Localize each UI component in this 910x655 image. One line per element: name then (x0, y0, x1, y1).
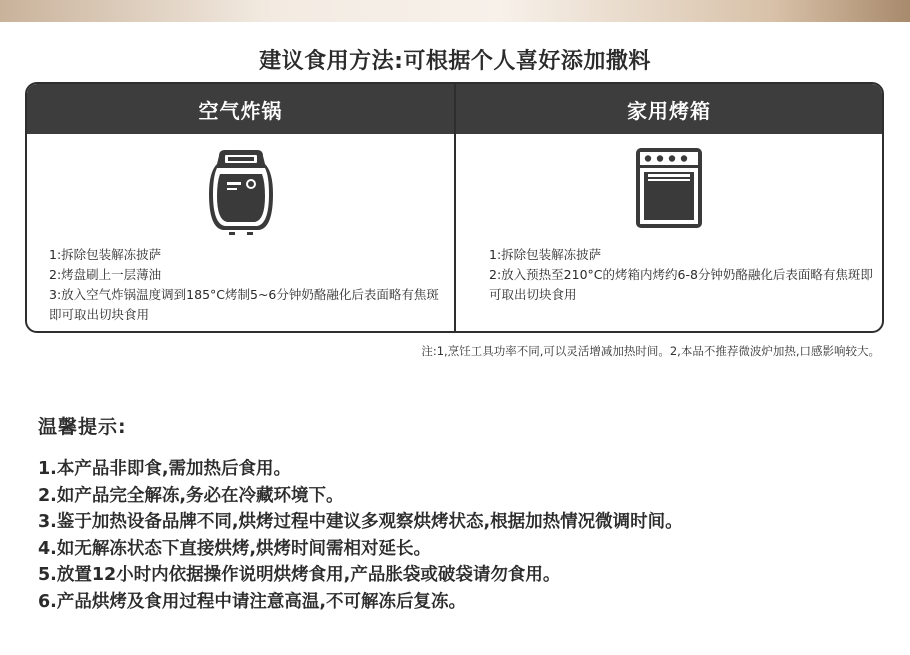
step-item: 2:放入预热至210°C的烤箱内烤约6-8分钟奶酪融化后表面略有焦斑即可取出切块食用 (489, 267, 873, 302)
air-fryer-header: 空气炸锅 (27, 84, 454, 134)
step-item: 1:拆除包装解冻披萨 (489, 247, 602, 262)
top-banner-photo-strip (0, 0, 910, 22)
oven-steps (489, 245, 884, 305)
footnote: 注:1,烹饪工具功率不同,可以灵活增减加热时间。2,本品不推荐微波炉加热,口感影响较大。 (421, 344, 880, 358)
list-item: 6.产品烘烤及食用过程中请注意高温,不可解冻后复冻。 (38, 591, 466, 612)
cooking-methods-table (25, 82, 884, 333)
list-item: 1.本产品非即食,需加热后食用。 (38, 459, 291, 479)
tips-list (38, 456, 683, 615)
step-item: 1:拆除包装解冻披萨 (49, 247, 162, 262)
air-fryer-column (27, 84, 454, 331)
oven-icon (634, 146, 704, 230)
air-fryer-icon (205, 146, 277, 236)
oven-header: 家用烤箱 (456, 84, 882, 134)
oven-column (456, 84, 882, 331)
air-fryer-steps (49, 245, 444, 325)
section-title: 建议食用方法:可根据个人喜好添加撒料 (259, 49, 651, 74)
list-item: 2.如产品完全解冻,务必在冷藏环境下。 (38, 485, 344, 506)
list-item: 4.如无解冻状态下直接烘烤,烘烤时间需相对延长。 (38, 538, 431, 559)
step-item: 2:烤盘刷上一层薄油 (49, 267, 162, 282)
tips-title: 温馨提示: (38, 416, 127, 438)
list-item: 3.鉴于加热设备品牌不同,烘烤过程中建议多观察烘烤状态,根据加热情况微调时间。 (38, 512, 683, 532)
list-item: 5.放置12小时内依据操作说明烘烤食用,产品胀袋或破袋请勿食用。 (38, 565, 561, 585)
step-item: 3:放入空气炸锅温度调到185°C烤制5~6分钟奶酪融化后表面略有焦斑即可取出切块食用 (49, 287, 439, 322)
